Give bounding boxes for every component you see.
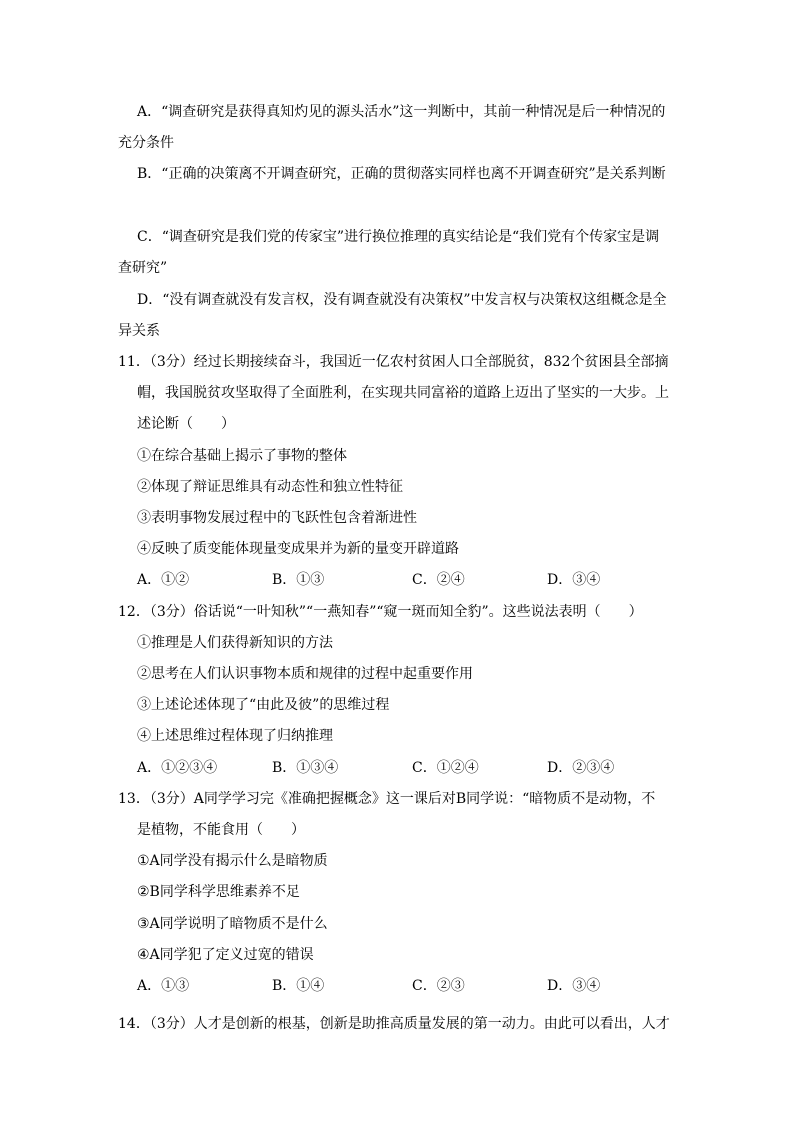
q13-choice-c: C．②③ — [412, 978, 465, 994]
q12-item-1: ①推理是人们获得新知识的方法 — [137, 635, 333, 651]
q10-option-d-line2: 异关系 — [118, 323, 160, 339]
q11-stem-line2: 帽，我国脱贫攻坚取得了全面胜利，在实现共同富裕的道路上迈出了坚实的一大步。上 — [137, 385, 669, 401]
q10-option-a-line1: A．“调查研究是获得真知灼见的源头活水”这一判断中，其前一种情况是后一种情况的 — [137, 104, 666, 120]
q11-item-3: ③表明事物发展过程中的飞跃性包含着渐进性 — [137, 510, 417, 526]
q12-choice-b: B．①③④ — [272, 760, 339, 776]
q14-stem-line1: 14．（3分）人才是创新的根基，创新是助推高质量发展的第一动力。由此可以看出，人才 — [118, 1016, 670, 1032]
q11-item-2: ②体现了辩证思维具有动态性和独立性特征 — [137, 479, 403, 495]
q12-stem-line1: 12．（3分）俗话说“一叶知秋”“一燕知春”“窥一斑而知全豹”。这些说法表明（ ） — [118, 604, 643, 620]
q13-choice-a: A．①③ — [137, 978, 190, 994]
q11-choice-c: C．②④ — [412, 572, 465, 588]
q11-item-1: ①在综合基础上揭示了事物的整体 — [137, 448, 347, 464]
q13-item-4: ④A同学犯了定义过宽的错误 — [137, 947, 314, 963]
q12-item-3: ③上述论述体现了“由此及彼”的思维过程 — [137, 697, 390, 713]
q11-choice-d: D．③④ — [547, 572, 601, 588]
q11-choice-a: A．①② — [137, 572, 190, 588]
q10-option-a-line2: 充分条件 — [118, 135, 174, 151]
q11-stem-line3: 述论断（ ） — [137, 416, 235, 432]
q13-item-1: ①A同学没有揭示什么是暗物质 — [137, 853, 328, 869]
q11-stem-line1: 11．（3分）经过长期接续奋斗，我国近一亿农村贫困人口全部脱贫，832个贫困县全部摘 — [118, 354, 669, 370]
q10-option-c-line1: C．“调查研究是我们党的传家宝”进行换位推理的真实结论是“我们党有个传家宝是调 — [137, 229, 660, 245]
q12-choice-a: A．①②③④ — [137, 760, 218, 776]
q13-choice-d: D．③④ — [547, 978, 601, 994]
q13-item-3: ③A同学说明了暗物质不是什么 — [137, 916, 328, 932]
q11-item-4: ④反映了质变能体现量变成果并为新的量变开辟道路 — [137, 541, 459, 557]
q13-stem-line1: 13．（3分）A同学学习完《准确把握概念》这一课后对B同学说：“暗物质不是动物，不 — [118, 791, 656, 807]
q12-item-2: ②思考在人们认识事物本质和规律的过程中起重要作用 — [137, 666, 473, 682]
q13-item-2: ②B同学科学思维素养不足 — [137, 884, 300, 900]
q13-choice-b: B．①④ — [272, 978, 325, 994]
q10-option-d-line1: D．“没有调查就没有发言权，没有调查就没有决策权”中发言权与决策权这组概念是全 — [137, 292, 667, 308]
q11-choice-b: B．①③ — [272, 572, 325, 588]
q13-stem-line2: 是植物，不能食用（ ） — [137, 822, 305, 838]
q10-option-b-line1: B．“正确的决策离不开调查研究，正确的贯彻落实同样也离不开调查研究”是关系判断 — [137, 166, 666, 182]
q12-choice-d: D．②③④ — [547, 760, 615, 776]
q10-option-c-line2: 查研究” — [118, 260, 168, 276]
q12-item-4: ④上述思维过程体现了归纳推理 — [137, 728, 333, 744]
q12-choice-c: C．①②④ — [412, 760, 479, 776]
